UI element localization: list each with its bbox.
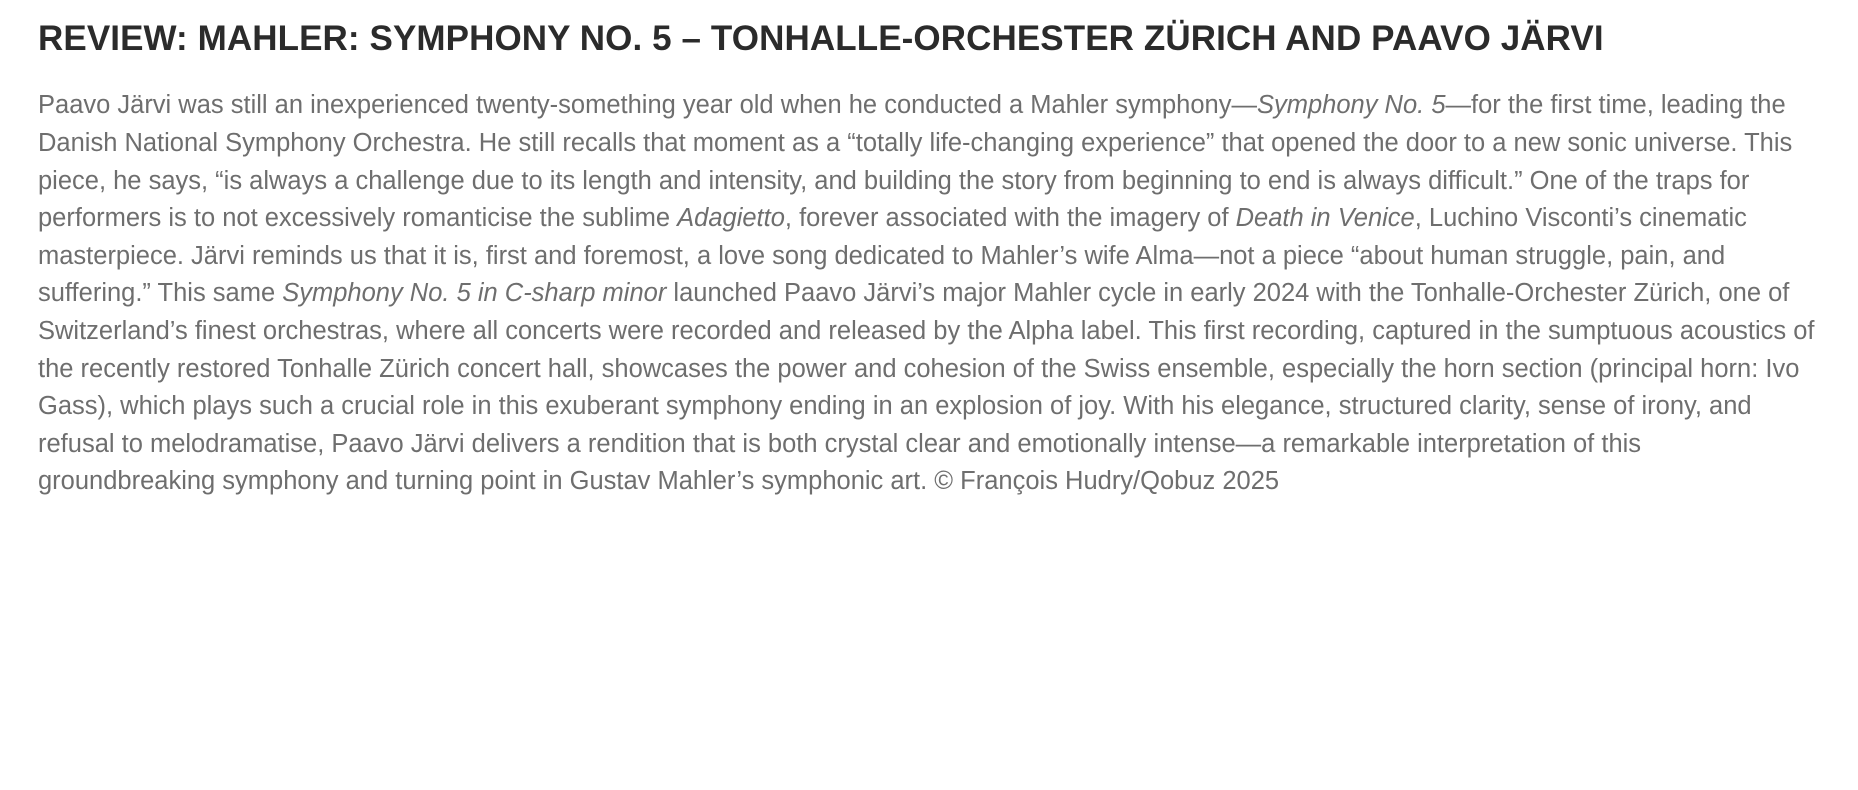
review-body-text	[38, 87, 1818, 501]
body-text-segment: Paavo Järvi was still an inexperienced twenty-something year old when he conducted a Mahler symphony—	[38, 91, 1257, 120]
body-text-segment: —for the first time, leading the Danish National Symphony Orchestra. He still recalls that moment as a “totally life-changing experience” that opened the door to a new sonic universe. This piece, he says, “is always a challenge due to its length and intensity, and building the story from beginning to end is always difficult.” One of the traps for performers is to not excessively romanticise the sublime	[38, 91, 1793, 233]
body-text-segment: , Luchino Visconti’s cinematic masterpiece. Järvi reminds us that it is, first and foremost, a love song dedicated to Mahler’s wife Alma—not a piece “about human struggle, pain, and suffering.” This same	[38, 204, 1747, 308]
body-italic-segment: Death in Venice	[1235, 204, 1415, 233]
page-title: REVIEW: MAHLER: SYMPHONY NO. 5 – TONHALLE-ORCHESTER ZÜRICH AND PAAVO JÄRVI	[38, 19, 1604, 58]
body-italic-segment: Symphony No. 5	[1256, 91, 1446, 120]
body-italic-segment: Adagietto	[677, 204, 785, 233]
body-text-segment: launched Paavo Järvi’s major Mahler cycle in early 2024 with the Tonhalle-Orchester Zürich, one of Switzerland’s finest orchestras, where all concerts were recorded and released by the Alpha label. This first recording, captured in the sumptuous acoustics of the recently restored Tonhalle Zürich concert hall, showcases the power and cohesion of the Swiss ensemble, especially the horn section (principal horn: Ivo Gass), which plays such a crucial role in this exuberant symphony ending in an explosion of joy. With his elegance, structured clarity, sense of irony, and refusal to melodramatise, Paavo Järvi delivers a rendition that is both crystal clear and emotionally intense—a remarkable interpretation of this groundbreaking symphony and turning point in Gustav Mahler’s symphonic art. © François Hudry/Qobuz 2025	[38, 279, 1815, 496]
body-text-segment: , forever associated with the imagery of	[784, 204, 1236, 233]
body-italic-segment: Symphony No. 5 in C-sharp minor	[282, 279, 667, 308]
